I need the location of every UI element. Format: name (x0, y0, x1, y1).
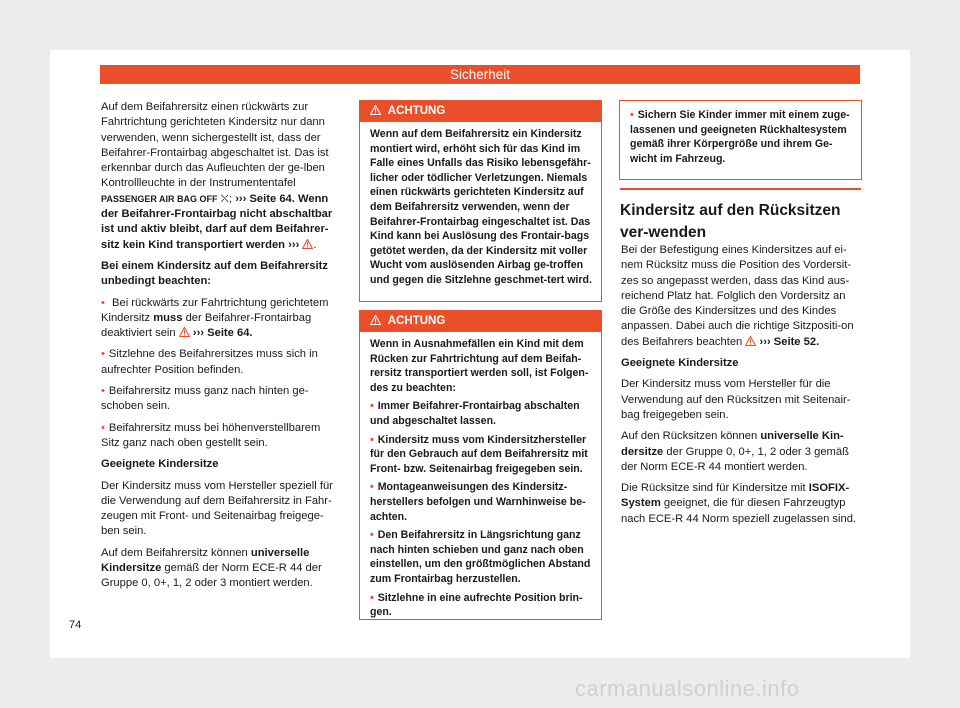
paragraph (101, 546, 341, 592)
page-ref-link[interactable]: ››› Seite 64. (192, 327, 253, 340)
page-ref-link[interactable]: ››› Seite 52. (759, 335, 820, 348)
warning-list-item: • Sichern Sie Kinder immer mit einem zuge-lassenen und geeigneten Rückhaltesystem gemäß ihrer Körpergröße und ihrem Ge-wicht im Fahrzeug. (630, 108, 852, 166)
section-heading: Kindersitz auf den Rücksitzen ver-wenden (620, 188, 861, 250)
list-item: • Beifahrersitz muss ganz nach hinten ge-schoben sein. (101, 384, 341, 415)
paragraph-text: Auf dem Beifahrersitz können (101, 546, 248, 559)
paragraph (621, 481, 861, 527)
watermark: carmanualsonline.info (575, 676, 800, 701)
warning-box-1 (359, 100, 602, 302)
warning-list-item: • Montageanweisungen des Kindersitz-herstellers befolgen und Warnhinweise be-achten. (370, 480, 592, 524)
list-item-text: der Beifahrer-Frontairbag deaktiviert sein (101, 311, 312, 340)
paragraph-bold: ISOFIX-System (621, 482, 850, 510)
list-item-bold: muss (153, 311, 183, 324)
page-ref-link[interactable]: ››› Seite 64. (235, 192, 295, 205)
paragraph-text: der Gruppe 0, 0+, 1, 2 oder 3 gemäß der Norm ECE-R 44 montiert werden. (621, 445, 849, 473)
warning-triangle-icon (302, 239, 313, 249)
warning-list-item: • Kindersitz muss vom Kindersitzhersteller für den Gebrauch auf dem Beifahrersitz mit Front- bzw. Seitenairbag freigegeben sein. (370, 433, 592, 477)
warning-box-3 (619, 100, 862, 180)
intro-paragraph: Auf dem Beifahrersitz einen rückwärts zur Fahrtrichtung gerichteten Kindersitz nur dann verwenden, wenn sichergestellt ist, dass der Beifahrer-Frontairbag abgeschaltet ist. Das ist erkennbar durch das Aufleuchten der ge-lben Kontrollleuchte in der Instrumententafel PASSENGER AIR BAG OFF ⛌; ››› Seite 64. Wenn der Beifahrer-Frontairbag nicht abschaltbar ist und aktiv bleibt, darf auf dem Beifahrer-sitz kein Kind transportiert werden ››› . (101, 101, 333, 251)
paragraph: Der Kindersitz muss vom Hersteller für die Verwendung auf den Rücksitzen mit Seitenair-bag freigegeben sein. (621, 378, 851, 421)
warning-body (360, 332, 601, 620)
paragraph (621, 429, 861, 475)
list-item: • Sitzlehne des Beifahrersitzes muss sich in aufrechter Position befinden. (101, 347, 341, 378)
column-right (621, 243, 861, 533)
list-item-text: Bei rückwärts zur Fahrtrichtung gerichtetem Kindersitz (101, 296, 329, 324)
warning-body (620, 101, 861, 166)
warning-triangle-icon (179, 327, 190, 337)
intro-warning-text: Wenn der Beifahrer-Frontairbag nicht abschaltbar ist und aktiv bleibt, darf auf dem Beifahrer-sitz kein Kind transportiert werden ››› (101, 192, 333, 251)
subheading-geeignete: Geeignete Kindersitze (101, 458, 219, 471)
paragraph-text: gemäß der Norm ECE-R 44 der Gruppe 0, 0+, 1, 2 oder 3 montiert werden. (101, 562, 322, 590)
paragraph-bold: universelle Kin-dersitze (621, 430, 844, 458)
paragraph-text: geeignet, die für diesen Fahrzeugtyp nach ECE-R 44 Norm speziell zugelassen sind. (621, 497, 857, 525)
paragraph-bold: universelle Kindersitze (101, 546, 310, 575)
intro-text: Auf dem Beifahrersitz einen rückwärts zur Fahrtrichtung gerichteten Kindersitz nur dann verwenden, wenn sichergestellt ist, dass der Beifahrer-Frontairbag abgeschaltet ist. Das ist erkennbar durch das Aufleuchten der ge-lben Kontrollleuchte in der Instrumententafel (101, 101, 329, 190)
warning-list-item: • Den Beifahrersitz in Längsrichtung ganz nach hinten schieben und ganz nach oben einstellen, um den größtmöglichen Abstand zum Frontairbag herzustellen. (370, 528, 592, 586)
warning-text: Wenn auf dem Beifahrersitz ein Kindersitz montiert wird, erhöht sich für das Kind im Falle eines Unfalls das Risiko lebensgefähr-licher oder tödlicher Verletzungen. Niemals einen rückwärts gerichteten Kindersitz auf dem Beifahrersitz verwenden, wenn der Beifahrer-Frontairbag eingeschaltet ist. Das Kind kann bei Auslösung des Frontair-bags getötet werden, da der Kindersitz mit voller Wucht vom auslösenden Airbag ge-troffen und gegen die Sitzlehne geschmet-tert wird. (370, 128, 592, 286)
airbag-off-indicator-label: PASSENGER AIR BAG OFF (101, 193, 218, 204)
paragraph-text: Die Rücksitze sind für Kindersitze mit (621, 482, 806, 495)
warning-list-item: • Sitzlehne in eine aufrechte Position brin-gen. (370, 591, 592, 620)
subheading-beachten: Bei einem Kindersitz auf dem Beifahrersitz unbedingt beachten: (101, 259, 328, 288)
paragraph-text: Auf den Rücksitzen können (621, 430, 758, 443)
paragraph (621, 243, 861, 350)
page-number: 74 (69, 619, 82, 631)
paragraph-text: Bei der Befestigung eines Kindersitzes auf ei-nem Rücksitz muss die Position des Vordersit-zes so angepasst werden, dass das Kind aus-reichend Platz hat. Folglich den Vordersitz an die Größe des Kindersitzes und des Kindes anpassen. Dabei auch die richtige Sitzpositi-on des Beifahrers beachten (621, 244, 854, 348)
warning-intro: Wenn in Ausnahmefällen ein Kind mit dem Rücken zur Fahrtrichtung auf dem Beifah-rersitz transportiert werden soll, ist Folgen-des zu beachten: (370, 338, 589, 394)
warning-triangle-icon (745, 336, 756, 346)
list-item: • Beifahrersitz muss bei höhenverstellbarem Sitz ganz nach oben gestellt sein. (101, 421, 341, 452)
list-item (101, 296, 341, 342)
warning-list-item: • Immer Beifahrer-Frontairbag abschalten und abgeschaltet lassen. (370, 399, 592, 428)
warning-header (360, 101, 601, 122)
warning-body (360, 122, 601, 288)
warning-triangle-icon (370, 315, 381, 325)
paragraph: Der Kindersitz muss vom Hersteller speziell für die Verwendung auf dem Beifahrersitz in Fahr-zeugen mit Front- und Seitenairbag freigege-ben sein. (101, 479, 333, 538)
warning-label: ACHTUNG (387, 105, 446, 117)
airbag-off-icon: ⛌; (220, 192, 233, 205)
warning-label: ACHTUNG (387, 315, 446, 327)
column-left (101, 100, 341, 598)
warning-header (360, 311, 601, 332)
warning-triangle-icon (370, 105, 381, 115)
subheading-geeignete: Geeignete Kindersitze (621, 357, 739, 370)
warning-box-2 (359, 310, 602, 620)
section-header: Sicherheit (100, 65, 860, 84)
